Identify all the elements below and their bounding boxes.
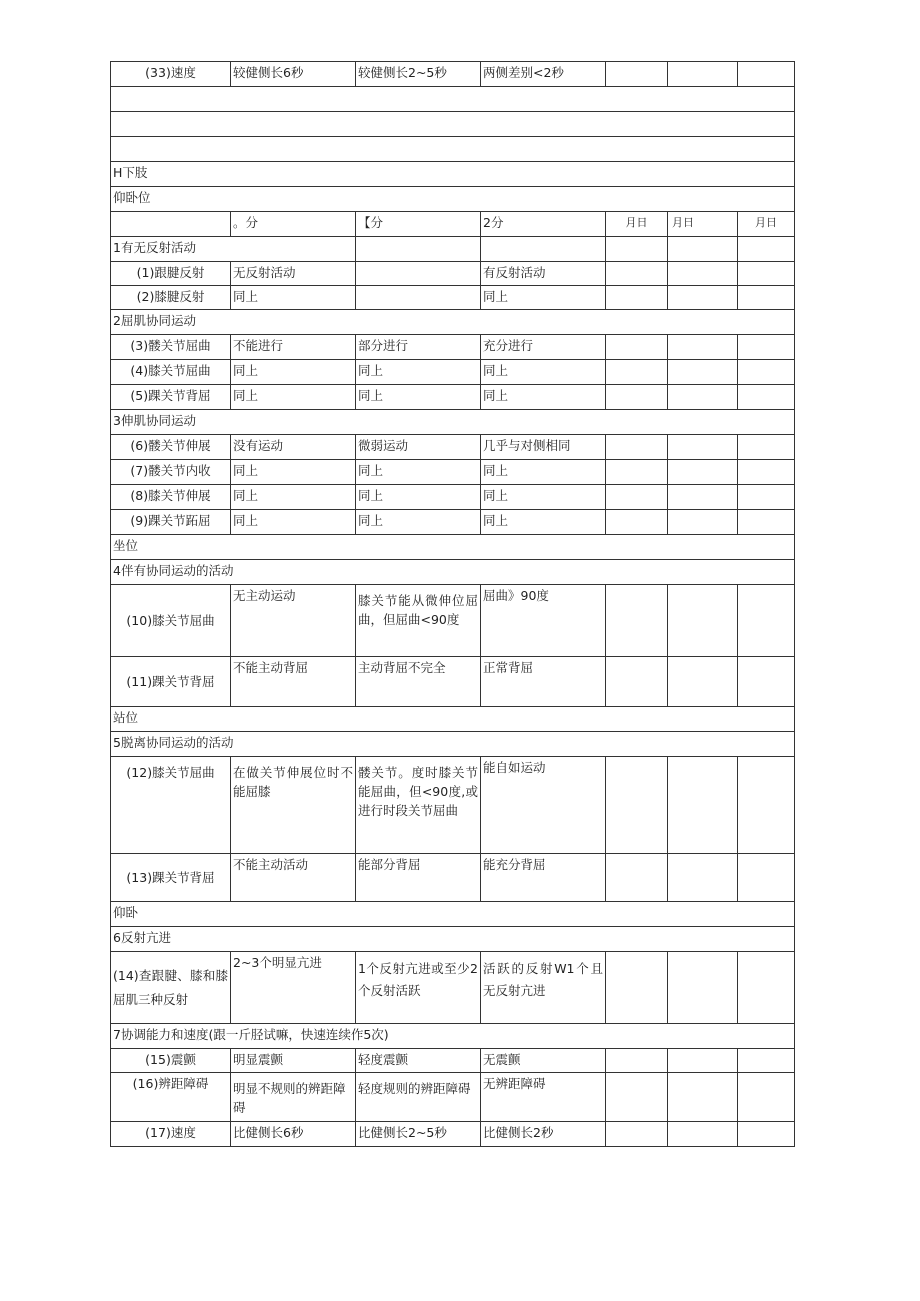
table-row (111, 1073, 795, 1122)
score-1-cell (356, 286, 481, 310)
score-0-cell: 同上 (231, 385, 356, 410)
score-2-cell: 同上 (481, 360, 606, 385)
date-cell[interactable] (738, 360, 795, 385)
score-0-cell: 明显不规则的辨距障碍 (231, 1073, 356, 1122)
date-cell[interactable] (668, 757, 738, 854)
score-2-cell: 同上 (481, 485, 606, 510)
table-row (111, 1049, 795, 1073)
score-2-cell: 无辨距障碍 (481, 1073, 606, 1122)
item-label: (2)膝腱反射 (111, 286, 231, 310)
blank-row (111, 137, 795, 162)
section-title: H下肢 (111, 162, 795, 187)
date-cell[interactable] (606, 62, 668, 87)
group-title: 2屈肌协同运动 (111, 310, 795, 335)
date-cell[interactable] (606, 385, 668, 410)
score-1-cell (356, 262, 481, 286)
item-label: (3)髅关节屈曲 (111, 335, 231, 360)
group-row (111, 560, 795, 585)
score-1-cell: 轻度规则的辨距障碍 (356, 1073, 481, 1122)
table-row (111, 585, 795, 657)
header-score-2: 2分 (481, 212, 606, 237)
score-2-cell: 比健侧长2秒 (481, 1122, 606, 1147)
date-cell[interactable] (606, 1122, 668, 1147)
score-0-cell: 不能进行 (231, 335, 356, 360)
date-cell[interactable] (738, 1122, 795, 1147)
table-row (111, 854, 795, 902)
score-1-cell: 微弱运动 (356, 435, 481, 460)
score-1-cell: 同上 (356, 510, 481, 535)
date-cell[interactable] (606, 435, 668, 460)
position-row (111, 707, 795, 732)
score-0-cell: 同上 (231, 286, 356, 310)
date-cell[interactable] (668, 585, 738, 657)
blank-row (111, 112, 795, 137)
date-cell[interactable] (738, 286, 795, 310)
header-date-2: 月日 (668, 212, 738, 237)
table-row (111, 952, 795, 1024)
date-cell[interactable] (606, 360, 668, 385)
table-row (111, 62, 795, 87)
position-supine-2: 仰卧 (111, 902, 795, 927)
item-label: (10)膝关节屈曲 (111, 585, 231, 657)
score-1-cell: 1个反射亢进或至少2个反射活跃 (356, 952, 481, 1024)
date-cell[interactable] (668, 1049, 738, 1073)
group-row (111, 732, 795, 757)
table-row (111, 262, 795, 286)
position-standing: 站位 (111, 707, 795, 732)
table-row (111, 510, 795, 535)
score-0-cell: 没有运动 (231, 435, 356, 460)
position-row (111, 535, 795, 560)
group-title: 3伸肌协同运动 (111, 410, 795, 435)
date-cell[interactable] (606, 262, 668, 286)
score-1-cell: 膝关节能从微伸位屈曲，但屈曲<90度 (356, 585, 481, 657)
item-label: (9)踝关节跖屈 (111, 510, 231, 535)
table-row (111, 435, 795, 460)
date-cell[interactable] (606, 485, 668, 510)
score-0-cell: 同上 (231, 460, 356, 485)
table-row (111, 757, 795, 854)
score-2-cell: 同上 (481, 510, 606, 535)
score-1-cell: 能部分背屈 (356, 854, 481, 902)
score-0-cell: 较健侧长6秒 (231, 62, 356, 87)
date-cell[interactable] (738, 757, 795, 854)
score-0-cell: 同上 (231, 360, 356, 385)
item-label: (7)髅关节内收 (111, 460, 231, 485)
date-cell[interactable] (738, 435, 795, 460)
date-cell[interactable] (738, 585, 795, 657)
item-label: (17)速度 (111, 1122, 231, 1147)
table-row (111, 1122, 795, 1147)
date-cell[interactable] (668, 435, 738, 460)
date-cell[interactable] (606, 460, 668, 485)
score-2-cell: 能充分背屈 (481, 854, 606, 902)
table-row (111, 460, 795, 485)
date-cell[interactable] (606, 1049, 668, 1073)
date-cell[interactable] (738, 460, 795, 485)
item-label: (13)踝关节背屈 (111, 854, 231, 902)
date-cell[interactable] (738, 385, 795, 410)
score-2-cell: 屈曲》90度 (481, 585, 606, 657)
table-row (111, 657, 795, 707)
score-2-cell: 几乎与对侧相同 (481, 435, 606, 460)
score-2-cell: 同上 (481, 286, 606, 310)
score-0-cell: 在做关节伸展位时不能屈膝 (231, 757, 356, 854)
header-date-1: 月日 (606, 212, 668, 237)
date-cell[interactable] (668, 360, 738, 385)
date-cell[interactable] (606, 1073, 668, 1122)
score-0-cell: 比健侧长6秒 (231, 1122, 356, 1147)
date-cell[interactable] (668, 510, 738, 535)
item-label: (8)膝关节伸展 (111, 485, 231, 510)
item-label: (15)震颤 (111, 1049, 231, 1073)
score-0-cell: 无主动运动 (231, 585, 356, 657)
table-row (111, 385, 795, 410)
item-label: (14)查跟腱、膝和膝屈肌三种反射 (111, 952, 231, 1024)
score-2-cell: 正常背屈 (481, 657, 606, 707)
score-0-cell: 同上 (231, 485, 356, 510)
position-row (111, 902, 795, 927)
group-row (111, 237, 795, 262)
score-2-cell: 同上 (481, 385, 606, 410)
date-cell[interactable] (606, 510, 668, 535)
group-title: 1有无反射活动 (111, 237, 356, 262)
date-cell[interactable] (668, 952, 738, 1024)
date-cell[interactable] (606, 757, 668, 854)
score-1-cell: 较健侧长2~5秒 (356, 62, 481, 87)
date-cell[interactable] (738, 1049, 795, 1073)
score-1-cell: 比健侧长2~5秒 (356, 1122, 481, 1147)
score-2-cell: 有反射活动 (481, 262, 606, 286)
item-label: (6)髅关节伸展 (111, 435, 231, 460)
header-score-1: 【分 (356, 212, 481, 237)
date-cell[interactable] (738, 657, 795, 707)
date-cell[interactable] (606, 585, 668, 657)
date-cell[interactable] (738, 262, 795, 286)
score-0-cell: 2~3个明显亢进 (231, 952, 356, 1024)
group-title: 4伴有协同运动的活动 (111, 560, 795, 585)
blank-row (111, 87, 795, 112)
section-title-row (111, 162, 795, 187)
date-cell[interactable] (738, 335, 795, 360)
table-row (111, 485, 795, 510)
group-row (111, 310, 795, 335)
date-cell[interactable] (668, 854, 738, 902)
date-cell[interactable] (668, 385, 738, 410)
item-label: (5)踝关节背屈 (111, 385, 231, 410)
score-1-cell: 同上 (356, 385, 481, 410)
table-row (111, 360, 795, 385)
group-title: 6反射亢进 (111, 927, 795, 952)
header-row (111, 212, 795, 237)
date-cell[interactable] (668, 62, 738, 87)
item-label: (1)跟腱反射 (111, 262, 231, 286)
item-label: (12)膝关节屈曲 (111, 757, 231, 854)
score-0-cell: 同上 (231, 510, 356, 535)
header-blank (111, 212, 231, 237)
date-cell[interactable] (738, 62, 795, 87)
date-cell[interactable] (668, 335, 738, 360)
date-cell[interactable] (668, 460, 738, 485)
score-2-cell: 无震颤 (481, 1049, 606, 1073)
date-cell[interactable] (668, 485, 738, 510)
score-2-cell: 同上 (481, 460, 606, 485)
header-date-3: 月日 (738, 212, 795, 237)
score-1-cell: 部分进行 (356, 335, 481, 360)
date-cell[interactable] (738, 485, 795, 510)
group-row (111, 1024, 795, 1049)
date-cell[interactable] (606, 286, 668, 310)
item-label: (11)踝关节背屈 (111, 657, 231, 707)
score-0-cell: 明显震颤 (231, 1049, 356, 1073)
date-cell[interactable] (738, 1073, 795, 1122)
date-cell[interactable] (738, 952, 795, 1024)
item-label: (16)辨距障碍 (111, 1073, 231, 1122)
score-1-cell: 主动背屈不完全 (356, 657, 481, 707)
date-cell[interactable] (606, 952, 668, 1024)
date-cell[interactable] (738, 510, 795, 535)
date-cell[interactable] (668, 1122, 738, 1147)
group-title: 7协调能力和速度(跟一斤胫试嘛，快速连续作5次) (111, 1024, 795, 1049)
table-row (111, 286, 795, 310)
date-cell[interactable] (738, 854, 795, 902)
date-cell[interactable] (668, 286, 738, 310)
position-sitting: 坐位 (111, 535, 795, 560)
date-cell[interactable] (668, 262, 738, 286)
score-0-cell: 不能主动背屈 (231, 657, 356, 707)
score-1-cell: 同上 (356, 460, 481, 485)
score-2-cell: 充分进行 (481, 335, 606, 360)
item-label: (33)速度 (111, 62, 231, 87)
score-0-cell: 无反射活动 (231, 262, 356, 286)
score-0-cell: 不能主动活动 (231, 854, 356, 902)
score-1-cell: 髅关节。度时膝关节能屈曲，但<90度,或进行时段关节屈曲 (356, 757, 481, 854)
score-1-cell: 轻度震颤 (356, 1049, 481, 1073)
position-supine: 仰卧位 (111, 187, 795, 212)
group-row (111, 927, 795, 952)
score-2-cell: 两侧差别<2秒 (481, 62, 606, 87)
header-score-0: 。分 (231, 212, 356, 237)
score-1-cell: 同上 (356, 360, 481, 385)
group-row (111, 410, 795, 435)
assessment-table (110, 61, 795, 1147)
date-cell[interactable] (606, 335, 668, 360)
item-label: (4)膝关节屈曲 (111, 360, 231, 385)
date-cell[interactable] (668, 657, 738, 707)
date-cell[interactable] (606, 854, 668, 902)
score-2-cell: 活跃的反射W1个且无反射亢进 (481, 952, 606, 1024)
table-row (111, 335, 795, 360)
date-cell[interactable] (606, 657, 668, 707)
position-row (111, 187, 795, 212)
score-2-cell: 能自如运动 (481, 757, 606, 854)
group-title: 5脱离协同运动的活动 (111, 732, 795, 757)
date-cell[interactable] (668, 1073, 738, 1122)
score-1-cell: 同上 (356, 485, 481, 510)
